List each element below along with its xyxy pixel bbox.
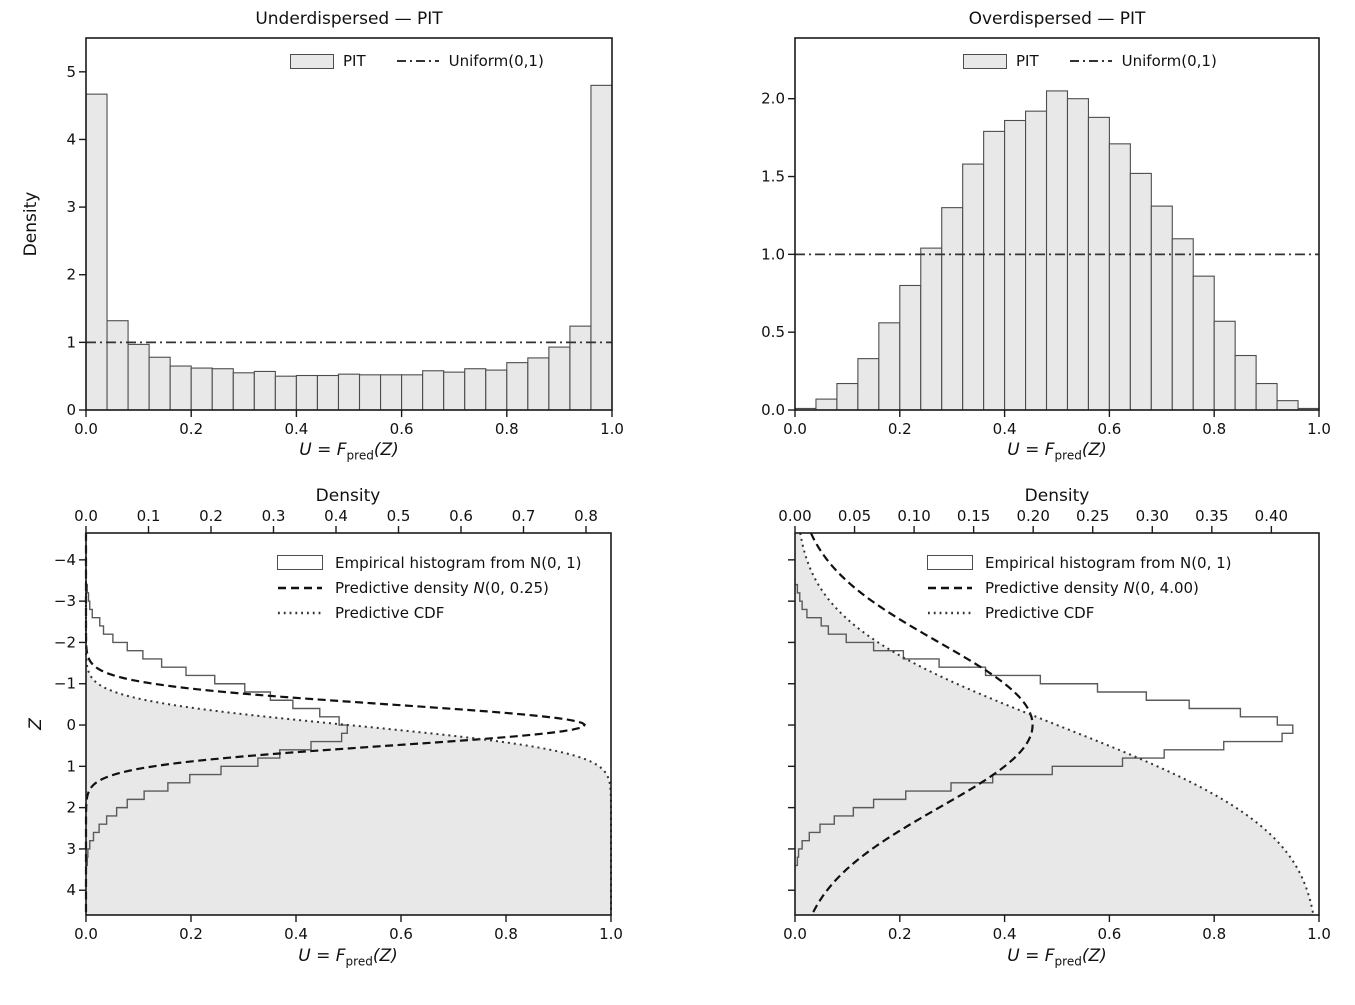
svg-text:0.2: 0.2	[179, 925, 203, 943]
svg-text:0.1: 0.1	[136, 507, 161, 525]
svg-text:0.2: 0.2	[887, 925, 912, 943]
svg-text:0.0: 0.0	[74, 925, 98, 943]
top-axis-label-right: Density	[1024, 486, 1090, 506]
svg-text:0.8: 0.8	[1202, 925, 1227, 943]
dashed-line-swatch	[277, 581, 323, 595]
svg-text:0.4: 0.4	[284, 925, 308, 943]
ylabel-density: Density	[21, 191, 41, 257]
svg-text:0.6: 0.6	[389, 420, 414, 438]
title-overdispersed-pit: Overdispersed — PIT	[968, 9, 1146, 29]
dashed-line-swatch	[927, 581, 973, 595]
svg-text:0.0: 0.0	[74, 420, 98, 438]
svg-text:1.0: 1.0	[761, 245, 785, 264]
legend-label-predictive-density: Predictive density N(0, 0.25)	[335, 578, 549, 597]
legend-label-uniform: Uniform(0,1)	[1121, 52, 1217, 70]
legend-label-empirical-hist: Empirical histogram from N(0, 1)	[985, 553, 1232, 572]
legend-item-predictive-cdf	[277, 600, 582, 625]
svg-text:1.0: 1.0	[599, 925, 623, 943]
legend-label-predictive-density: Predictive density N(0, 4.00)	[985, 578, 1199, 597]
legend-item-predictive-density	[927, 575, 1232, 600]
hist-outline-swatch	[927, 555, 973, 570]
xlabel-bottom-left: $U = F_{pred}(Z)$	[298, 946, 398, 969]
svg-text:0.6: 0.6	[1097, 925, 1122, 943]
legend-item-empirical-hist	[927, 550, 1232, 575]
svg-text:0.8: 0.8	[494, 420, 519, 438]
svg-text:5: 5	[66, 62, 76, 81]
dashdot-line-swatch	[396, 54, 440, 68]
svg-text:0.3: 0.3	[261, 507, 286, 525]
svg-text:1.0: 1.0	[1307, 925, 1331, 943]
legend-label-predictive-cdf: Predictive CDF	[985, 603, 1095, 622]
svg-text:0.7: 0.7	[511, 507, 536, 525]
pit-patch-swatch	[963, 54, 1007, 69]
svg-text:2.0: 2.0	[761, 89, 785, 108]
svg-text:1: 1	[66, 757, 76, 776]
svg-text:0.8: 0.8	[574, 507, 598, 525]
xlabel-bottom-right: $U = F_{pred}(Z)$	[1007, 946, 1107, 969]
svg-text:0.15: 0.15	[956, 507, 991, 525]
svg-text:0.2: 0.2	[179, 420, 204, 438]
svg-text:1.0: 1.0	[600, 420, 624, 438]
svg-text:0.05: 0.05	[837, 507, 872, 525]
svg-text:0.35: 0.35	[1195, 507, 1229, 525]
svg-text:0.8: 0.8	[1202, 420, 1227, 438]
svg-text:0.40: 0.40	[1254, 507, 1289, 525]
svg-text:−1: −1	[53, 674, 76, 693]
legend-item-predictive-density	[277, 575, 582, 600]
dashdot-line-swatch	[1069, 54, 1113, 68]
svg-text:1.0: 1.0	[1307, 420, 1331, 438]
svg-text:0.4: 0.4	[324, 507, 348, 525]
svg-text:0.0: 0.0	[74, 507, 98, 525]
overdispersed-pit-histogram	[761, 38, 1331, 438]
svg-text:0.4: 0.4	[284, 420, 309, 438]
ylabel-z: Z	[26, 718, 46, 730]
legend-item-empirical-hist	[277, 550, 582, 575]
pit-patch-swatch	[290, 54, 334, 69]
svg-text:0.6: 0.6	[449, 507, 473, 525]
svg-text:0.6: 0.6	[389, 925, 413, 943]
xlabel-top-left: $U = F_{pred}(Z)$	[299, 440, 399, 463]
svg-text:0.6: 0.6	[1097, 420, 1122, 438]
underdispersed-pit-histogram-bars	[86, 85, 612, 410]
svg-text:2: 2	[66, 798, 76, 817]
title-underdispersed-pit: Underdispersed — PIT	[255, 9, 443, 29]
dotted-line-swatch	[277, 606, 323, 620]
dotted-line-swatch	[927, 606, 973, 620]
svg-text:0.0: 0.0	[783, 420, 807, 438]
legend-label-predictive-cdf: Predictive CDF	[335, 603, 445, 622]
svg-text:−4: −4	[53, 550, 76, 569]
svg-text:0.2: 0.2	[199, 507, 223, 525]
hist-outline-swatch	[277, 555, 323, 570]
legend-label-pit: PIT	[343, 52, 366, 70]
svg-text:0.0: 0.0	[761, 401, 785, 419]
top-axis-label-left: Density	[315, 486, 381, 506]
legend-underdispersed-construction	[277, 550, 582, 625]
svg-text:0.0: 0.0	[783, 925, 807, 943]
svg-text:3: 3	[66, 839, 76, 858]
legend-label-uniform: Uniform(0,1)	[448, 52, 544, 70]
xlabel-top-right: $U = F_{pred}(Z)$	[1007, 440, 1107, 463]
svg-text:0.00: 0.00	[778, 507, 812, 525]
svg-text:0.5: 0.5	[761, 323, 785, 342]
svg-text:0.8: 0.8	[494, 925, 518, 943]
legend-item-predictive-cdf	[927, 600, 1232, 625]
svg-text:0.4: 0.4	[992, 925, 1017, 943]
svg-text:4: 4	[66, 130, 76, 149]
legend-label-empirical-hist: Empirical histogram from N(0, 1)	[335, 553, 582, 572]
svg-text:−3: −3	[53, 592, 76, 611]
underdispersed-pit-histogram	[66, 38, 623, 438]
svg-text:0.2: 0.2	[887, 420, 912, 438]
svg-text:0.20: 0.20	[1016, 507, 1050, 525]
legend-underdispersed-pit	[290, 49, 544, 73]
overdispersed-pit-histogram-bars	[795, 91, 1319, 410]
svg-text:0.5: 0.5	[386, 507, 411, 525]
svg-text:0.30: 0.30	[1135, 507, 1169, 525]
svg-text:0.10: 0.10	[897, 507, 931, 525]
svg-text:0.25: 0.25	[1076, 507, 1110, 525]
svg-text:0: 0	[66, 401, 76, 419]
svg-text:0.4: 0.4	[992, 420, 1017, 438]
legend-overdispersed-construction	[927, 550, 1232, 625]
legend-label-pit: PIT	[1016, 52, 1039, 70]
svg-text:0: 0	[66, 716, 76, 735]
svg-text:1.5: 1.5	[761, 167, 785, 186]
svg-text:1: 1	[66, 333, 76, 352]
underdispersed-pit-histogram-spines	[86, 38, 612, 410]
svg-text:−2: −2	[53, 633, 76, 652]
svg-text:4: 4	[66, 881, 76, 900]
legend-overdispersed-pit	[963, 49, 1217, 73]
svg-text:3: 3	[66, 198, 76, 217]
svg-text:2: 2	[66, 265, 76, 284]
